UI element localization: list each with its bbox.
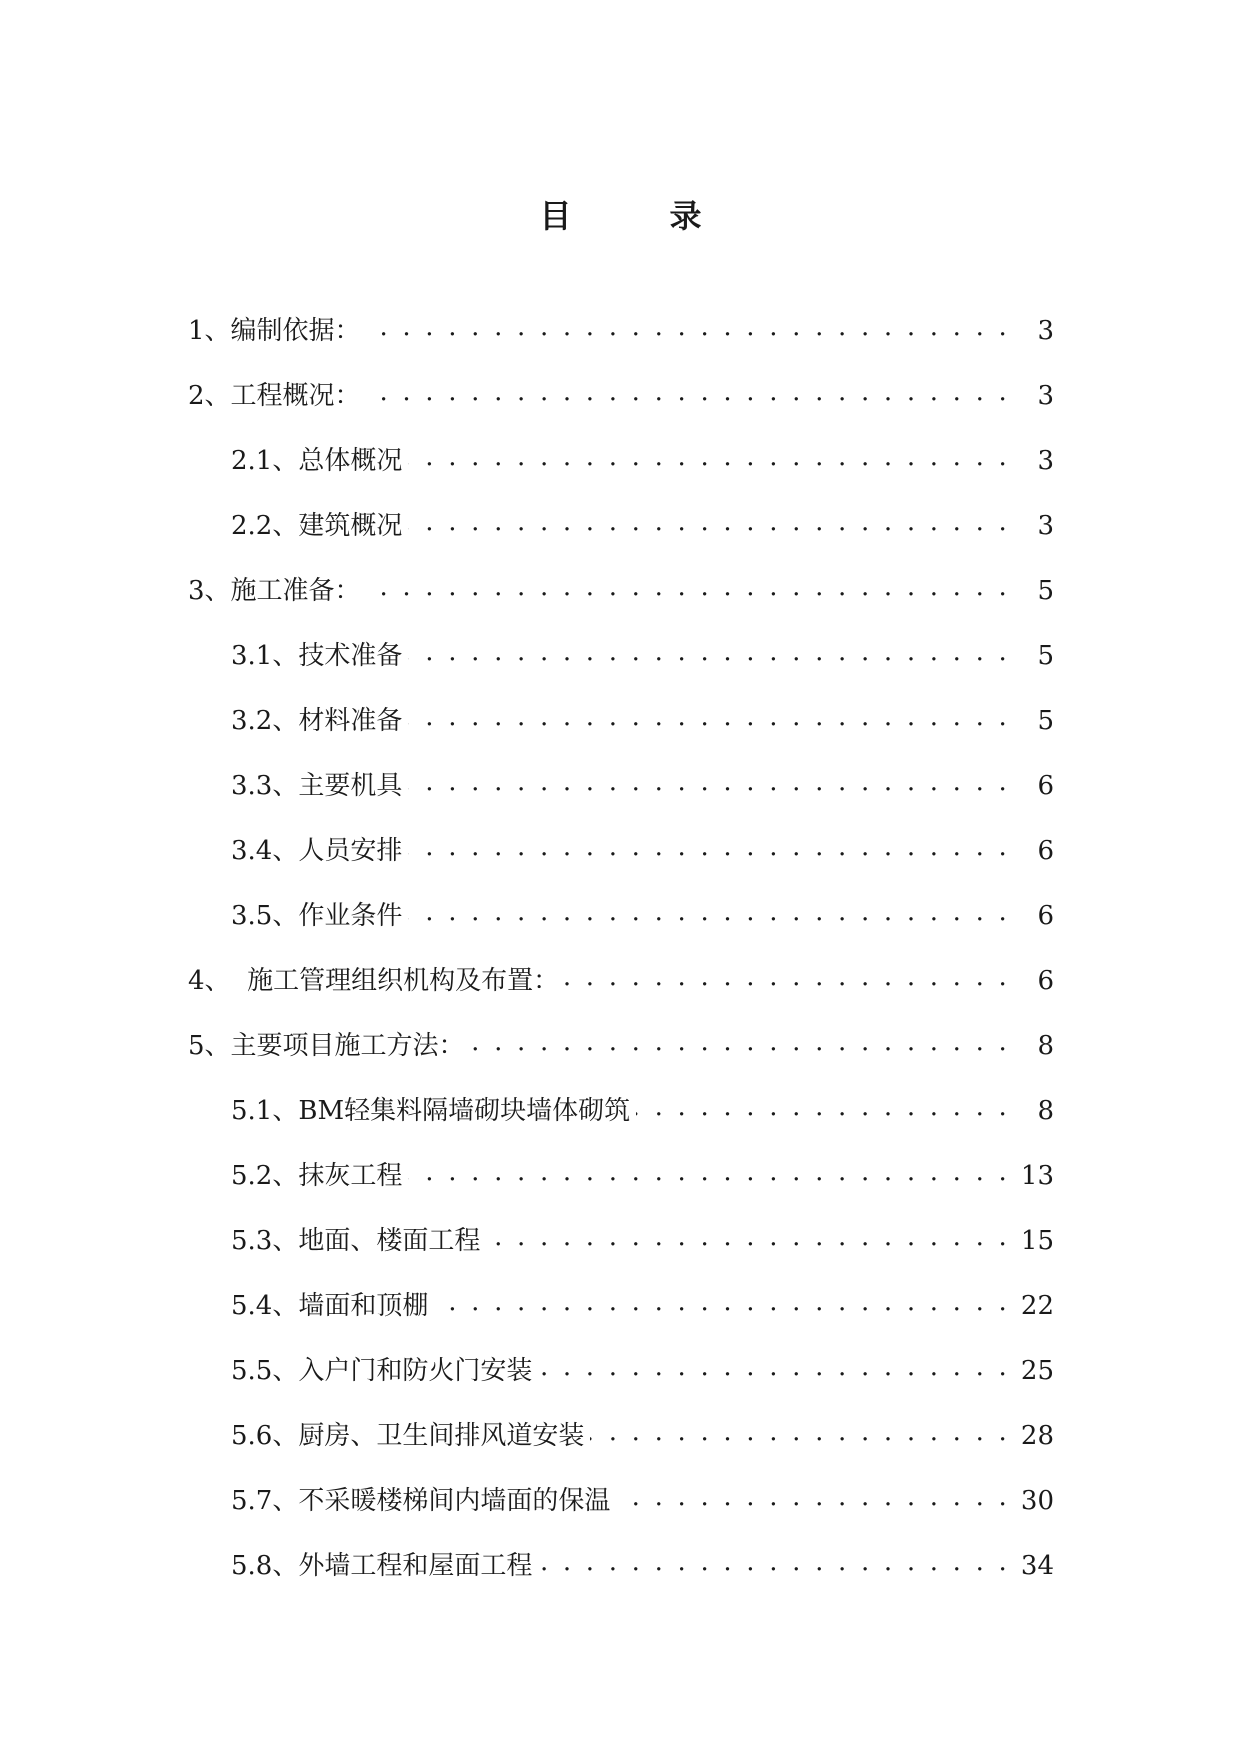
toc-dot-leader [367, 315, 1010, 347]
toc-dot-leader [636, 1095, 1010, 1127]
toc-entry-page: 3 [1037, 445, 1054, 476]
toc-entry[interactable] [0, 428, 1241, 493]
toc-entry-page: 8 [1037, 1030, 1054, 1061]
toc-entry[interactable] [0, 1338, 1241, 1403]
toc-entry-page: 5 [1037, 575, 1054, 606]
toc-dot-leader [538, 1550, 1010, 1582]
toc-entry[interactable] [0, 688, 1241, 753]
toc-entry-page: 6 [1037, 900, 1054, 931]
toc-dot-leader [616, 1485, 1010, 1517]
toc-entry-label: 3.1、技术准备 [231, 640, 403, 671]
toc-dot-leader [565, 965, 1010, 997]
toc-dot-leader [408, 1160, 1010, 1192]
toc-entry[interactable] [0, 818, 1241, 883]
toc-dot-leader [408, 640, 1010, 672]
toc-dot-leader [471, 1030, 1010, 1062]
toc-entry-page: 5 [1037, 640, 1054, 671]
toc-entry[interactable] [0, 753, 1241, 818]
toc-entry-page: 3 [1037, 510, 1054, 541]
toc-entry-label: 5.7、不采暖楼梯间内墙面的保温 [231, 1485, 611, 1516]
toc-entry-label: 3.3、主要机具 [231, 770, 403, 801]
toc-entry-page: 30 [1020, 1485, 1054, 1516]
toc-dot-leader [408, 705, 1010, 737]
toc-entry-page: 6 [1037, 965, 1054, 996]
toc-list [0, 298, 1241, 1598]
toc-entry-label: 5.2、抹灰工程 [231, 1160, 403, 1191]
toc-entry-label: 5.1、BM轻集料隔墙砌块墙体砌筑 [231, 1095, 631, 1126]
toc-title [0, 196, 1241, 236]
toc-entry[interactable] [0, 1468, 1241, 1533]
toc-dot-leader [408, 770, 1010, 802]
toc-entry-page: 5 [1037, 705, 1054, 736]
toc-entry-page: 6 [1037, 835, 1054, 866]
toc-entry[interactable] [0, 1208, 1241, 1273]
toc-entry-label: 5.4、墙面和顶棚 [231, 1290, 429, 1321]
toc-entry-label: 2.1、总体概况 [231, 445, 403, 476]
toc-entry-label: 2.2、建筑概况 [231, 510, 403, 541]
toc-entry[interactable] [0, 298, 1241, 363]
toc-title-char-1: 目 [539, 197, 572, 235]
toc-entry-label: 3.4、人员安排 [231, 835, 403, 866]
toc-entry[interactable] [0, 883, 1241, 948]
toc-dot-leader [408, 510, 1010, 542]
toc-entry[interactable] [0, 948, 1241, 1013]
toc-entry[interactable] [0, 1078, 1241, 1143]
toc-entry-label: 5、主要项目施工方法： [188, 1030, 465, 1061]
toc-entry-label: 2、工程概况： [188, 380, 361, 411]
toc-entry-page: 6 [1037, 770, 1054, 801]
toc-dot-leader [367, 575, 1010, 607]
toc-entry[interactable] [0, 1143, 1241, 1208]
toc-entry[interactable] [0, 1273, 1241, 1338]
toc-entry-label: 5.3、地面、楼面工程 [231, 1225, 481, 1256]
toc-entry-page: 28 [1020, 1420, 1054, 1451]
toc-entry[interactable] [0, 623, 1241, 688]
toc-entry-page: 3 [1037, 315, 1054, 346]
toc-entry-label: 5.5、入户门和防火门安装 [231, 1355, 533, 1386]
toc-entry-label: 5.6、厨房、卫生间排风道安装 [231, 1420, 585, 1451]
toc-entry-page: 15 [1020, 1225, 1054, 1256]
toc-entry-page: 22 [1020, 1290, 1054, 1321]
toc-entry-label: 5.8、外墙工程和屋面工程 [231, 1550, 533, 1581]
toc-entry-label: 3.5、作业条件 [231, 900, 403, 931]
toc-dot-leader [434, 1290, 1010, 1322]
toc-entry-label: 1、编制依据： [188, 315, 361, 346]
toc-entry[interactable] [0, 558, 1241, 623]
toc-dot-leader [538, 1355, 1010, 1387]
toc-entry[interactable] [0, 363, 1241, 428]
toc-entry-page: 25 [1020, 1355, 1054, 1386]
toc-dot-leader [408, 835, 1010, 867]
toc-dot-leader [367, 380, 1010, 412]
toc-title-char-2: 录 [669, 197, 702, 235]
toc-entry-page: 3 [1037, 380, 1054, 411]
toc-entry[interactable] [0, 1403, 1241, 1468]
toc-entry-page: 34 [1020, 1550, 1054, 1581]
toc-dot-leader [408, 900, 1010, 932]
toc-entry[interactable] [0, 1533, 1241, 1598]
toc-entry-label: 3.2、材料准备 [231, 705, 403, 736]
toc-entry[interactable] [0, 493, 1241, 558]
toc-dot-leader [486, 1225, 1010, 1257]
toc-entry-page: 8 [1037, 1095, 1054, 1126]
toc-dot-leader [408, 445, 1010, 477]
toc-entry-page: 13 [1020, 1160, 1054, 1191]
toc-entry[interactable] [0, 1013, 1241, 1078]
toc-entry-label: 4、 施工管理组织机构及布置： [188, 965, 560, 996]
toc-entry-label: 3、施工准备： [188, 575, 361, 606]
toc-dot-leader [590, 1420, 1010, 1452]
